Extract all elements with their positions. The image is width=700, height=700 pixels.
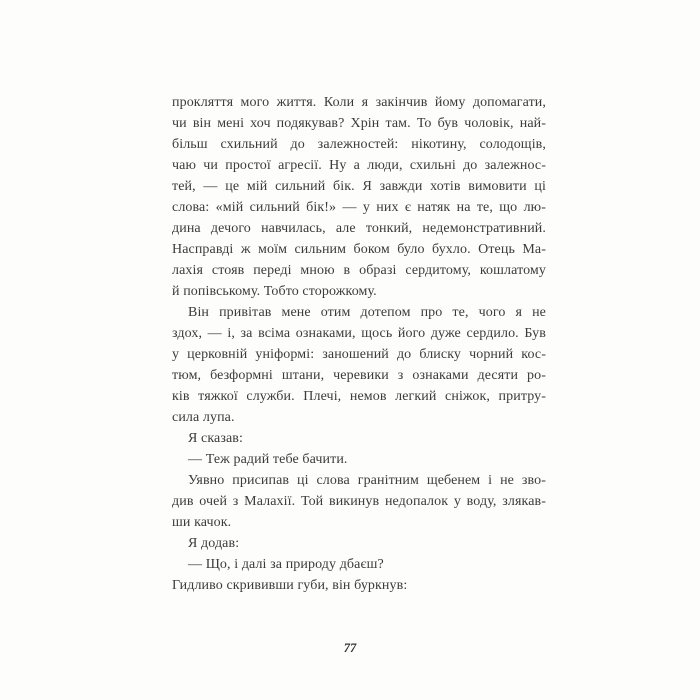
text-line: більш схильний до залежностей: нікотину, солодощів, <box>172 137 546 152</box>
text-line: лахія стояв переді мною в образі сердитому, кошлатому <box>172 263 546 278</box>
text-line: тей, — це мій сильний бік. Я завжди хотів вимовити ці <box>172 179 546 194</box>
text-line: й попівському. Тобто сторожкому. <box>172 284 377 299</box>
text-line: у церковній уніформі: заношений до блиску чорний кос- <box>172 347 546 362</box>
text-line: Я додав: <box>188 536 240 551</box>
text-line: — Що, і далі за природу дбаєш? <box>188 557 384 572</box>
text-line: Уявно присипав ці слова гранітним щебенем і не зво- <box>188 473 546 488</box>
page-number: 77 <box>343 641 357 655</box>
text-block <box>172 92 546 596</box>
text-line: сила лупа. <box>172 410 235 425</box>
text-line: Я сказав: <box>188 431 243 446</box>
text-line: див очей з Малахії. Той викинув недопалок у воду, злякав- <box>172 494 546 509</box>
text-line: Гидливо скрививши губи, він буркнув: <box>172 578 408 593</box>
text-line: прокляття мого життя. Коли я закінчив йому допомагати, <box>172 95 546 110</box>
text-line: тюм, безформні штани, черевики з ознаками десяти ро- <box>172 368 546 383</box>
text-line: ків тяжкої служби. Плечі, немов легкий сніжок, притру- <box>172 389 546 404</box>
text-line: чи він мені хоч подякував? Хрін там. То був чоловік, най- <box>172 116 546 131</box>
text-line: ши качок. <box>172 515 232 530</box>
text-line: — Теж радий тебе бачити. <box>188 452 348 467</box>
text-line: здох, — і, за всіма ознаками, щось його дуже сердило. Був <box>172 326 546 341</box>
text-line: Він привітав мене отим дотепом про те, чого я не <box>188 305 546 320</box>
text-line: слова: «мій сильний бік!» — у них є натяк на те, що лю- <box>172 200 546 215</box>
text-line: чаю чи простої агресії. Ну а люди, схильні до залежнос- <box>172 158 546 173</box>
text-line: дина дечого навчилась, але тонкий, недемонстративний. <box>172 221 546 236</box>
text-line: Насправді ж моїм сильним боком було бухло. Отець Ма- <box>172 242 546 257</box>
